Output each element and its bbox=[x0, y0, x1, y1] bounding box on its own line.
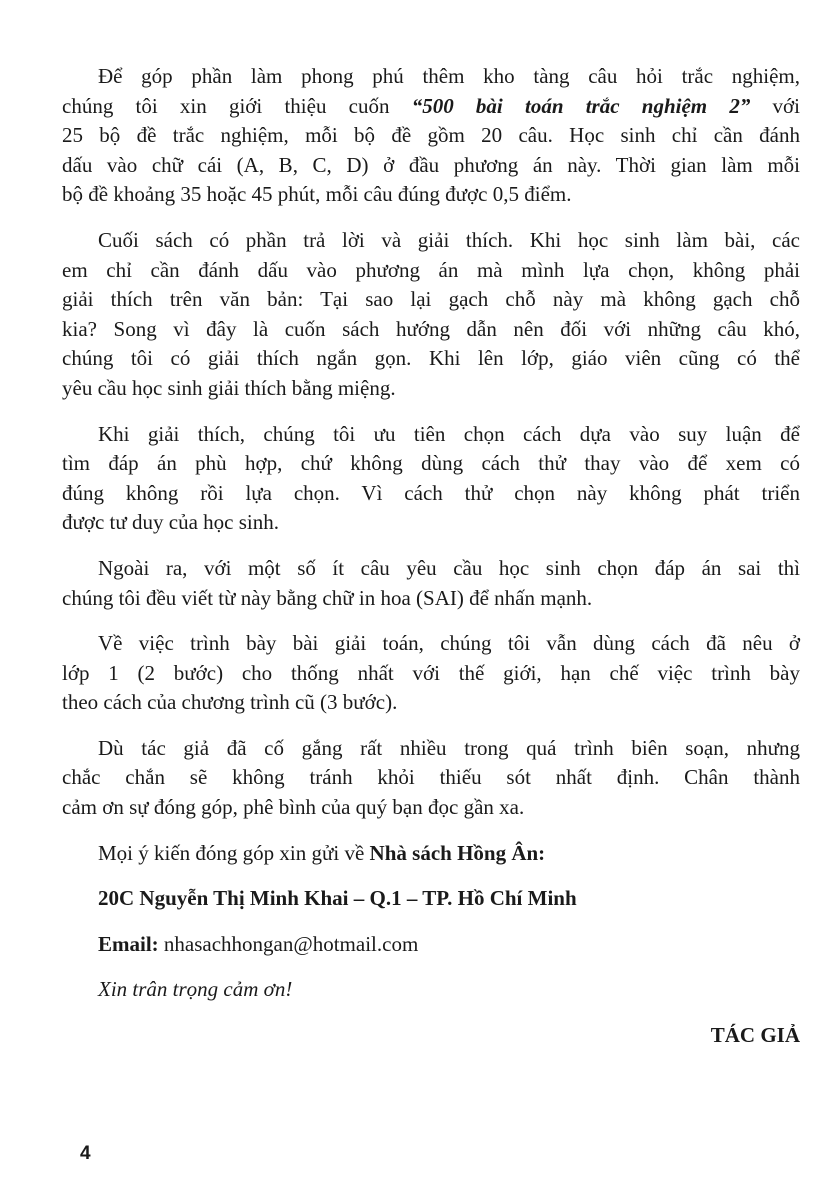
text-line: lớp 1 (2 bước) cho thống nhất với thế giới, hạn chế việc trình bày bbox=[62, 660, 800, 685]
text: chúng tôi xin giới thiệu cuốn bbox=[62, 93, 412, 118]
text-line: kia? Song vì đây là cuốn sách hướng dẫn nên đối với những câu khó, bbox=[62, 316, 800, 341]
text-line: dấu vào chữ cái (A, B, C, D) ở đầu phương án này. Thời gian làm mỗi bbox=[62, 152, 800, 177]
text-line: được tư duy của học sinh. bbox=[62, 510, 279, 535]
contact-intro bbox=[62, 839, 800, 869]
email-line bbox=[62, 930, 800, 960]
text-line: em chỉ cần đánh dấu vào phương án mà mình lựa chọn, không phải bbox=[62, 257, 800, 282]
text-line: Ngoài ra, với một số ít câu yêu cầu học sinh chọn đáp án sai thì bbox=[98, 555, 800, 580]
paragraph-explanation bbox=[62, 420, 800, 538]
email-label: Email: bbox=[98, 931, 159, 956]
email-address: nhasachhongan@hotmail.com bbox=[158, 931, 419, 956]
text-line: chúng tôi đều viết từ này bằng chữ in hoa (SAI) để nhấn mạnh. bbox=[62, 585, 593, 610]
text-line: Về việc trình bày bài giải toán, chúng tôi vẫn dùng cách đã nêu ở bbox=[98, 631, 800, 656]
closing-thanks: Xin trân trọng cảm ơn! bbox=[98, 977, 293, 1002]
page-number: 4 bbox=[80, 1143, 91, 1164]
text-line: Để góp phần làm phong phú thêm kho tàng câu hỏi trắc nghiệm, bbox=[98, 64, 800, 88]
text-line: bộ đề khoảng 35 hoặc 45 phút, mỗi câu đúng được 0,5 điểm. bbox=[62, 182, 572, 207]
text-line: 25 bộ đề trắc nghiệm, mỗi bộ đề gồm 20 câu. Học sinh chỉ cần đánh bbox=[62, 123, 800, 148]
text-line: cảm ơn sự đóng góp, phê bình của quý bạn đọc gần xa. bbox=[62, 795, 525, 820]
text-line: theo cách của chương trình cũ (3 bước). bbox=[62, 690, 398, 715]
text: với bbox=[750, 93, 800, 118]
text: Mọi ý kiến đóng góp xin gửi về bbox=[98, 840, 370, 865]
document-body bbox=[62, 62, 800, 1067]
paragraph-answers bbox=[62, 226, 800, 404]
text-line: Dù tác giả đã cố gắng rất nhiều trong quá trình biên soạn, nhưng bbox=[98, 735, 800, 760]
text-line: tìm đáp án phù hợp, chứ không dùng cách thử thay vào để xem có bbox=[62, 451, 800, 476]
signature: TÁC GIẢ bbox=[710, 1023, 800, 1048]
text-line: chắc chắn sẽ không tránh khỏi thiếu sót nhất định. Chân thành bbox=[62, 765, 800, 790]
paragraph-presentation bbox=[62, 629, 800, 718]
paragraph-thanks bbox=[62, 734, 800, 823]
text-line: chúng tôi có giải thích ngắn gọn. Khi lên lớp, giáo viên cũng có thể bbox=[62, 346, 800, 371]
text-line: Khi giải thích, chúng tôi ưu tiên chọn cách dựa vào suy luận để bbox=[98, 421, 800, 446]
text-line: Cuối sách có phần trả lời và giải thích. Khi học sinh làm bài, các bbox=[98, 227, 800, 252]
text-line: đúng không rồi lựa chọn. Vì cách thử chọn này không phát triển bbox=[62, 480, 800, 505]
text-line bbox=[62, 92, 800, 122]
paragraph-wrong-answers bbox=[62, 554, 800, 613]
text-line: giải thích trên văn bản: Tại sao lại gạch chỗ này mà không gạch chỗ bbox=[62, 287, 800, 312]
address: 20C Nguyễn Thị Minh Khai – Q.1 – TP. Hồ Chí Minh bbox=[98, 886, 577, 911]
paragraph-intro bbox=[62, 62, 800, 210]
book-title: “500 bài toán trắc nghiệm 2” bbox=[411, 93, 751, 118]
publisher-name: Nhà sách Hồng Ân: bbox=[369, 840, 546, 865]
text-line: yêu cầu học sinh giải thích bằng miệng. bbox=[62, 375, 396, 400]
